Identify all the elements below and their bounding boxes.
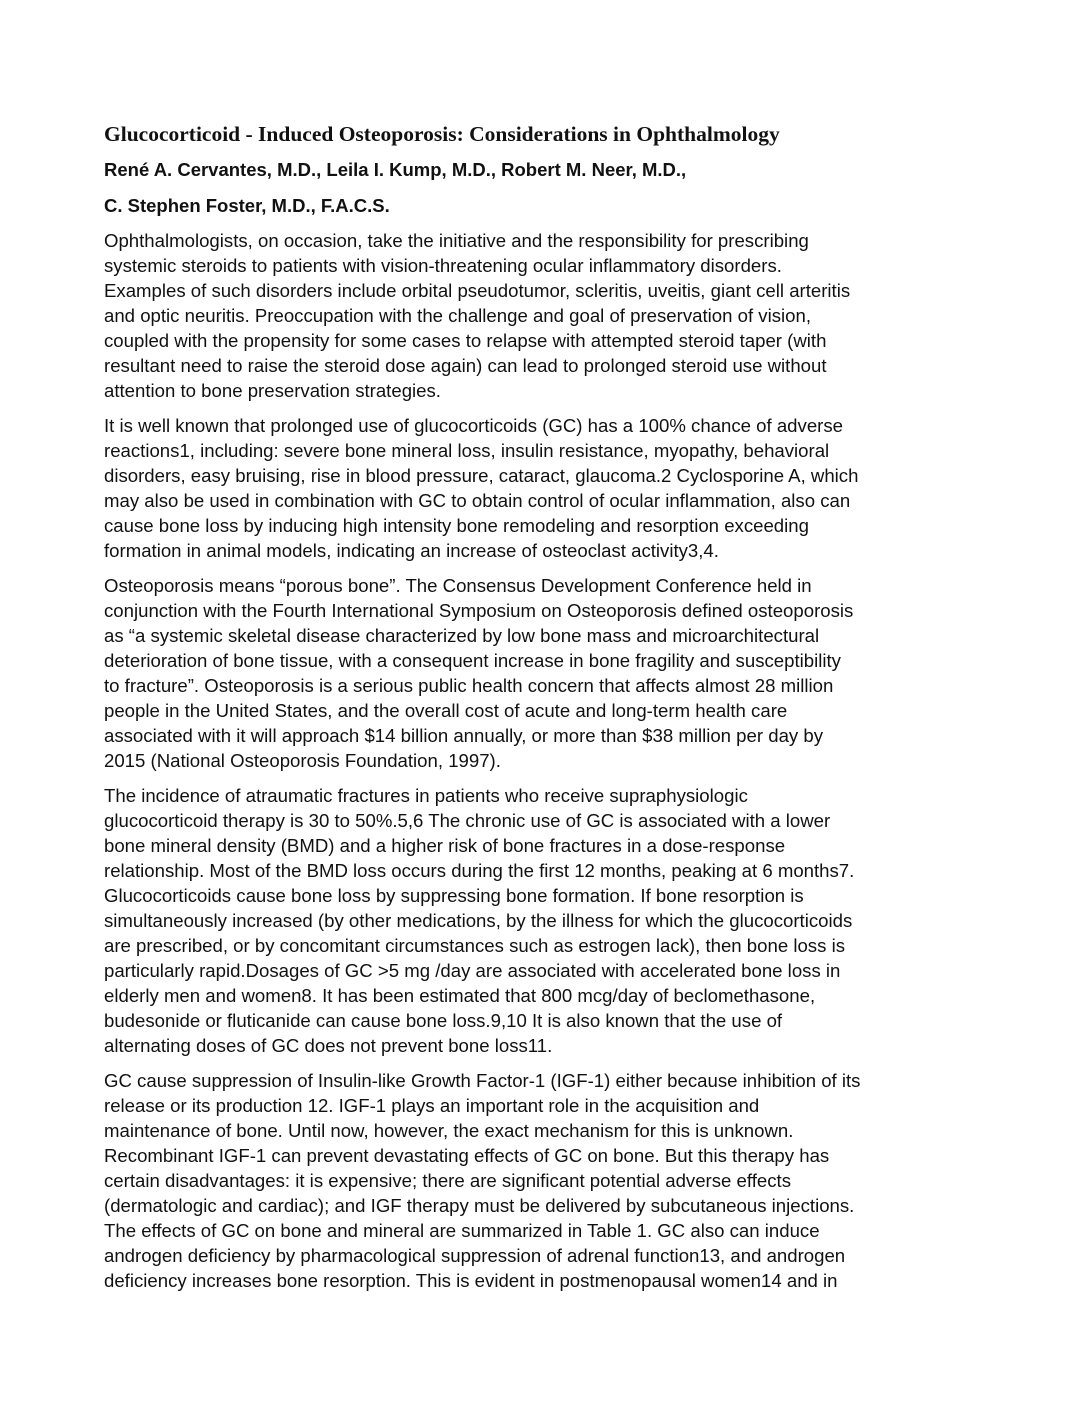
document-title: Glucocorticoid - Induced Osteoporosis: Considerations in Ophthalmology (104, 122, 780, 146)
text-line: elderly men and women8. It has been estimated that 800 mcg/day of beclomethasone, (104, 985, 816, 1006)
text-line: are prescribed, or by concomitant circumstances such as estrogen lack), then bone loss is (104, 935, 845, 956)
text-line: formation in animal models, indicating an increase of osteoclast activity3,4. (104, 540, 719, 561)
paragraph-3 (104, 573, 988, 773)
paragraph-1 (104, 228, 988, 403)
text-line: coupled with the propensity for some cases to relapse with attempted steroid taper (with (104, 330, 827, 351)
text-line: systemic steroids to patients with vision-threatening ocular inflammatory disorders. (104, 255, 782, 276)
text-line: deterioration of bone tissue, with a consequent increase in bone fragility and susceptibility (104, 650, 841, 671)
text-line: release or its production 12. IGF-1 plays an important role in the acquisition and (104, 1095, 760, 1116)
text-line: budesonide or fluticanide can cause bone loss.9,10 It is also known that the use of (104, 1010, 783, 1031)
text-line: attention to bone preservation strategies. (104, 380, 441, 401)
text-line: certain disadvantages: it is expensive; there are significant potential adverse effects (104, 1170, 791, 1191)
text-line: Recombinant IGF-1 can prevent devastating effects of GC on bone. But this therapy has (104, 1145, 830, 1166)
text-line: alternating doses of GC does not prevent bone loss11. (104, 1035, 553, 1056)
paragraph-4 (104, 783, 988, 1058)
text-line: The incidence of atraumatic fractures in patients who receive supraphysiologic (104, 785, 748, 806)
paragraph-2 (104, 413, 988, 563)
authors-line-1: René A. Cervantes, M.D., Leila I. Kump, M.D., Robert M. Neer, M.D., (104, 159, 687, 180)
text-line: particularly rapid.Dosages of GC >5 mg /day are associated with accelerated bone loss in (104, 960, 841, 981)
text-line: to fracture”. Osteoporosis is a serious public health concern that affects almost 28 million (104, 675, 834, 696)
text-line: (dermatologic and cardiac); and IGF therapy must be delivered by subcutaneous injections. (104, 1195, 855, 1216)
text-line: simultaneously increased (by other medications, by the illness for which the glucocorticoids (104, 910, 853, 931)
text-line: Glucocorticoids cause bone loss by suppressing bone formation. If bone resorption is (104, 885, 804, 906)
text-line: as “a systemic skeletal disease characterized by low bone mass and microarchitectural (104, 625, 820, 646)
text-line: may also be used in combination with GC to obtain control of ocular inflammation, also can (104, 490, 851, 511)
text-line: Osteoporosis means “porous bone”. The Consensus Development Conference held in (104, 575, 812, 596)
text-line: associated with it will approach $14 billion annually, or more than $38 million per day by (104, 725, 824, 746)
text-line: people in the United States, and the overall cost of acute and long-term health care (104, 700, 788, 721)
text-line: deficiency increases bone resorption. This is evident in postmenopausal women14 and in (104, 1270, 838, 1291)
paragraph-5 (104, 1068, 988, 1293)
text-line: and optic neuritis. Preoccupation with the challenge and goal of preservation of vision, (104, 305, 811, 326)
text-line: Examples of such disorders include orbital pseudotumor, scleritis, uveitis, giant cell arteritis (104, 280, 851, 301)
text-line: resultant need to raise the steroid dose again) can lead to prolonged steroid use without (104, 355, 827, 376)
text-line: relationship. Most of the BMD loss occurs during the first 12 months, peaking at 6 months7. (104, 860, 855, 881)
text-line: Ophthalmologists, on occasion, take the initiative and the responsibility for prescribing (104, 230, 809, 251)
text-line: bone mineral density (BMD) and a higher risk of bone fractures in a dose-response (104, 835, 786, 856)
text-line: maintenance of bone. Until now, however, the exact mechanism for this is unknown. (104, 1120, 794, 1141)
text-line: 2015 (National Osteoporosis Foundation, 1997). (104, 750, 501, 771)
text-line: androgen deficiency by pharmacological suppression of adrenal function13, and androgen (104, 1245, 846, 1266)
text-line: glucocorticoid therapy is 30 to 50%.5,6 The chronic use of GC is associated with a lower (104, 810, 831, 831)
text-line: GC cause suppression of Insulin-like Growth Factor-1 (IGF-1) either because inhibition of its (104, 1070, 861, 1091)
text-line: disorders, easy bruising, rise in blood pressure, cataract, glaucoma.2 Cyclosporine A, which (104, 465, 859, 486)
text-line: conjunction with the Fourth International Symposium on Osteoporosis defined osteoporosis (104, 600, 854, 621)
text-line: cause bone loss by inducing high intensity bone remodeling and resorption exceeding (104, 515, 809, 536)
text-line: reactions1, including: severe bone mineral loss, insulin resistance, myopathy, behavioral (104, 440, 830, 461)
text-line: It is well known that prolonged use of glucocorticoids (GC) has a 100% chance of adverse (104, 415, 843, 436)
authors-line-2: C. Stephen Foster, M.D., F.A.C.S. (104, 195, 390, 216)
text-line: The effects of GC on bone and mineral are summarized in Table 1. GC also can induce (104, 1220, 820, 1241)
